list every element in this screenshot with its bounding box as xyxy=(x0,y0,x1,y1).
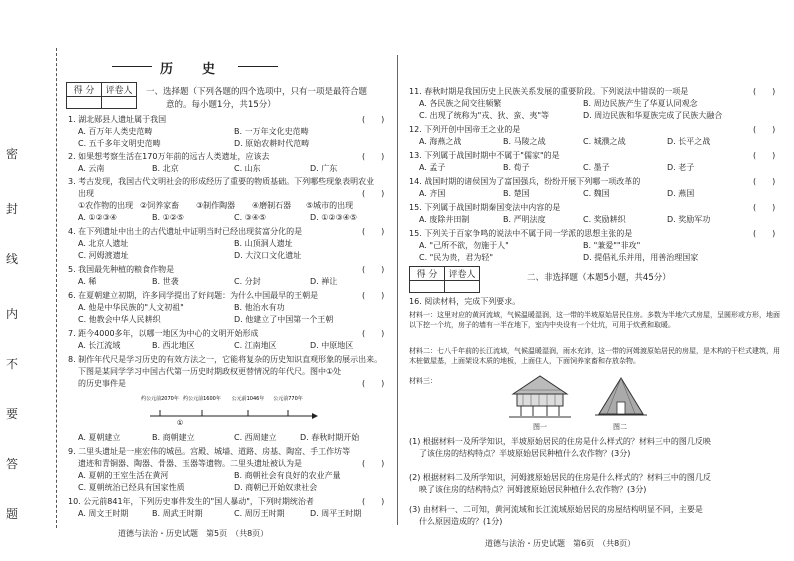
answer-blank[interactable]: ( ) xyxy=(362,497,385,506)
option: C. 墨子 xyxy=(583,163,610,172)
binding-char: 答 xyxy=(6,457,19,471)
option: C. ③④⑤ xyxy=(234,213,267,222)
option: D. 周平王时期 xyxy=(310,509,362,518)
grader-cell[interactable] xyxy=(102,97,137,109)
page-title: 历 史 xyxy=(160,62,224,77)
material-two: 材料二：七八千年前的长江流域，气候温暖湿润，雨水充沛，这一带的河姆渡原始居民的房屋，是木构的干栏式建筑，用木桩做屋基，上面架设木质的地板，上面住人，下面饲养家畜和存放杂物。 xyxy=(409,347,780,365)
sub-question: 映了该住房的结构特点？河姆渡原始居民种植什么农作物？(3分) xyxy=(419,485,647,494)
answer-blank[interactable]: ( ) xyxy=(753,125,776,134)
option: D. 广东 xyxy=(310,164,338,173)
binding-char: 不 xyxy=(6,357,19,371)
option: C. 河姆渡遗址 xyxy=(78,251,129,260)
option: A. 海燕之战 xyxy=(419,137,462,146)
option: D. 奖励军功 xyxy=(667,215,711,224)
question-stem: 12. 下列开创中国帝王之业的是 xyxy=(409,125,521,134)
question-stem: 1. 湖北郧县人遗址属于我国 xyxy=(68,115,167,124)
option: B. 他治水有功 xyxy=(234,303,285,312)
page-footer: 道德与法治・历史试题 第5页 （共8页） xyxy=(118,529,269,538)
option: ③制作陶器 xyxy=(196,201,236,210)
option: A. 周文王时期 xyxy=(78,509,129,518)
question-stem: 4. 在下列遗址中出土的古代遗址中证明当时已经出现贫富分化的是 xyxy=(68,227,303,236)
page-footer: 道德与法治・历史试题 第6页 （共8页） xyxy=(485,539,636,548)
binding-char: 线 xyxy=(6,252,19,266)
option: B. 山顶洞人遗址 xyxy=(234,239,293,248)
answer-blank[interactable]: ( ) xyxy=(362,115,385,124)
option: A. 夏朝建立 xyxy=(78,433,121,442)
question-stem: 的历史事件是 xyxy=(78,379,126,388)
material-one: 材料一：这里对应的黄河流域，气候温暖湿润，这一带的半坡原始居民住房。多数为半地穴式房屋，呈圆形或方形，地面以下挖一个坑，房子的墙有一半在地下，室内中央设有一个灶坑，可用于炊煮和取暖。 xyxy=(409,311,780,329)
option: C. 分封 xyxy=(234,277,261,286)
timeline-marker: ① xyxy=(176,419,184,427)
question-stem: 15. 下列关于百家争鸣的说法中不属于同一学派的思想主张的是 xyxy=(409,229,633,238)
section-heading: 一、选择题（下列各题的四个选项中，只有一项是最符合题 xyxy=(146,87,368,97)
option: A. 云南 xyxy=(78,164,105,173)
grader-label: 评卷人 xyxy=(445,267,480,281)
option: B. ①②⑤ xyxy=(152,213,185,222)
option: C. "民为贵，君为轻" xyxy=(419,253,494,262)
answer-blank[interactable]: ( ) xyxy=(362,189,385,198)
option: C. 他教会中华人民耕织 xyxy=(78,315,161,324)
option: A. 齐国 xyxy=(419,189,446,198)
option: D. 中原地区 xyxy=(310,341,354,350)
question-stem: 遗迹和青铜器、陶器、骨器、玉器等遗物。二里头遗址被认为是 xyxy=(78,459,302,468)
section-heading: 意的。每小题1分，共15分） xyxy=(166,100,276,110)
timeline-figure xyxy=(140,392,320,428)
option: D. 禅让 xyxy=(310,277,338,286)
question-stem: 13. 下列属于战国时期中不属于"儒家"的是 xyxy=(409,151,560,160)
option: C. 魏国 xyxy=(583,189,610,198)
option: C. 西周建立 xyxy=(234,433,277,442)
option: D. 燕国 xyxy=(667,189,695,198)
option: ⑤城市的出现 xyxy=(306,201,354,210)
option: A. 各民族之间交往频繁 xyxy=(419,99,502,108)
option: D. 大汶口文化遗址 xyxy=(234,251,302,260)
score-table xyxy=(66,82,137,109)
binding-char: 封 xyxy=(6,202,19,216)
option: B. 周武王时期 xyxy=(152,509,203,518)
option: C. 周厉王时期 xyxy=(234,509,285,518)
option: ②饲养家畜 xyxy=(140,201,180,210)
question-stem: 9. 二里头遗址是一座宏伟的城邑。宫殿、城墙、道路、房基、陶窑、手工作坊等 xyxy=(68,447,351,456)
right-page xyxy=(397,0,794,561)
stilt-house-illustration xyxy=(505,374,575,420)
option: C. 奖励耕织 xyxy=(583,215,626,224)
binding-char: 密 xyxy=(6,147,19,161)
sub-question: 了该住房的结构特点？半坡原始居民种植什么农作物？(3分) xyxy=(419,449,631,458)
answer-blank[interactable]: ( ) xyxy=(753,229,776,238)
score-cell[interactable] xyxy=(67,97,102,109)
option: A. 夏朝的王室生活在黄河 xyxy=(78,471,169,480)
sub-question: (2) 根据材料二及所学知识，河姆渡原始居民的住房是什么样式的？材料三中的图几反 xyxy=(409,473,711,482)
option: C. 山东 xyxy=(234,164,261,173)
option: D. 商朝已开始奴隶社会 xyxy=(234,483,318,492)
option: A. 废除井田制 xyxy=(419,215,470,224)
grader-label: 评卷人 xyxy=(102,83,137,97)
option: B. 西北地区 xyxy=(152,341,195,350)
option: C. 夏朝统治已经具有国家性质 xyxy=(78,483,185,492)
question-stem: 7. 距今4000多年，以哪一地区为中心的文明开始形成 xyxy=(68,329,259,338)
option: C. 出现了统称为"戎、狄、蛮、夷"等 xyxy=(419,111,550,120)
option: D. ①②③④⑤ xyxy=(310,213,358,222)
material-three-label: 材料三： xyxy=(409,377,437,385)
timeline-label: 约公元前2070年 xyxy=(141,396,179,402)
binding-char: 要 xyxy=(6,407,19,421)
option: A. 孟子 xyxy=(419,163,446,172)
score-table xyxy=(409,266,480,293)
figure-caption: 图二 xyxy=(613,423,627,431)
option: C. 五千多年文明史范畴 xyxy=(78,139,161,148)
answer-blank[interactable]: ( ) xyxy=(362,329,385,338)
question-stem: 16. 阅读材料，完成下列要求。 xyxy=(409,297,521,306)
answer-blank[interactable]: ( ) xyxy=(753,177,776,186)
option: D. 周边民族和华夏族完成了民族大融合 xyxy=(583,111,723,120)
binding-line xyxy=(56,48,57,528)
option: B. 世袭 xyxy=(152,277,179,286)
sub-question: (3) 由材料一、二可知，黄河流域和长江流域原始居民的房屋结构明显不同，主要是 xyxy=(409,505,703,514)
option: A. ①②③④ xyxy=(78,213,118,222)
option: ①农作物的出现 xyxy=(78,201,134,210)
question-stem: 11. 春秋时期是我国历史上民族关系发展的重要阶段。下列说法中错误的一项是 xyxy=(409,87,689,96)
answer-blank[interactable]: ( ) xyxy=(362,152,385,161)
timeline-arrow xyxy=(312,413,318,419)
question-stem: 下图是某同学学习中国古代第一历史时期政权更替情况的年代尺。图中①处 xyxy=(78,367,342,376)
option: A. 北京人遗址 xyxy=(78,239,129,248)
option: D. 春秋时期开始 xyxy=(300,433,360,442)
title-rule xyxy=(112,66,152,67)
question-stem: 3. 考古发现，我国古代文明社会的形成经历了重要的物质基础。下列哪些现象表明农业 xyxy=(68,177,375,186)
timeline-label: 公元前770年 xyxy=(273,396,303,402)
binding-char: 内 xyxy=(6,307,19,321)
option: A. "己所不欲，勿施于人" xyxy=(419,241,509,250)
answer-blank[interactable]: ( ) xyxy=(362,379,385,388)
answer-blank[interactable]: ( ) xyxy=(362,227,385,236)
grader-cell[interactable] xyxy=(445,281,480,293)
option: B. 商朝社会有良好的农业产量 xyxy=(234,471,341,480)
option: A. 长江流域 xyxy=(78,341,121,350)
option: D. 老子 xyxy=(667,163,695,172)
binding-char: 题 xyxy=(6,507,19,521)
option: B. "兼爱""非攻" xyxy=(583,241,641,250)
figure-caption: 图一 xyxy=(533,423,547,431)
option: D. 提倡礼乐并用，用善治理国家 xyxy=(583,253,699,262)
option: D. 长平之战 xyxy=(667,137,711,146)
sub-question: 什么原因造成的？(1分) xyxy=(419,517,503,526)
option: C. 江南地区 xyxy=(234,341,277,350)
option: A. 百万年人类史范畴 xyxy=(78,127,153,136)
option: ④磨制石器 xyxy=(252,201,292,210)
timeline-label: 公元前1046年 xyxy=(231,396,265,402)
answer-blank[interactable]: ( ) xyxy=(753,151,776,160)
answer-blank[interactable]: ( ) xyxy=(362,459,385,468)
option: D. 他建立了中国第一个王朝 xyxy=(234,315,334,324)
pit-house-illustration xyxy=(593,374,649,420)
answer-blank[interactable]: ( ) xyxy=(362,265,385,274)
option: C. 城濮之战 xyxy=(583,137,626,146)
option: A. 稀 xyxy=(78,277,97,286)
question-stem: 5. 我国最先种植的粮食作物是 xyxy=(68,265,175,274)
question-stem: 2. 如果想考察生活在170万年前的远古人类遗址，应该去 xyxy=(68,152,270,161)
option: A. 他是中华民族的"人文初祖" xyxy=(78,303,184,312)
sub-question: (1) 根据材料一及所学知识，半坡原始居民的住房是什么样式的？材料三中的图几反映 xyxy=(409,437,711,446)
question-stem: 14. 战国时期的诸侯国为了富国强兵，纷纷开展下列哪一项改革的 xyxy=(409,177,641,186)
answer-blank[interactable]: ( ) xyxy=(362,291,385,300)
binding-margin xyxy=(6,100,46,540)
question-stem: 15. 下列属于战国时期秦国变法中内容的是 xyxy=(409,203,561,212)
question-stem: 出现 xyxy=(78,189,94,198)
option: B. 一万年文化史范畴 xyxy=(234,127,309,136)
option: B. 商朝建立 xyxy=(152,433,195,442)
answer-blank[interactable]: ( ) xyxy=(753,87,776,96)
section-heading: 二、非选择题（本题5小题，共45分） xyxy=(527,273,671,283)
score-label: 得 分 xyxy=(410,267,445,281)
question-stem: 10. 公元前841年，下列历史事件发生的"国人暴动"，下列时期统治者 xyxy=(68,497,314,506)
score-label: 得 分 xyxy=(67,83,102,97)
answer-blank[interactable]: ( ) xyxy=(753,203,776,212)
option: B. 北京 xyxy=(152,164,179,173)
question-stem: 6. 在夏朝建立初期，许多同学提出了好问题：为什么中国最早的王朝是 xyxy=(68,291,319,300)
option: B. 严明法度 xyxy=(503,215,546,224)
title-rule xyxy=(238,66,278,67)
timeline-label: 约公元前1600年 xyxy=(183,396,221,402)
score-cell[interactable] xyxy=(410,281,445,293)
option: D. 原始农耕时代范畴 xyxy=(234,139,310,148)
option: B. 荀子 xyxy=(503,163,530,172)
question-stem: 8. 制作年代尺是学习历史的有效方法之一，它能将复杂的历史知识直观形象的展示出来。 xyxy=(68,355,383,364)
option: B. 马陵之战 xyxy=(503,137,546,146)
option: B. 周边民族产生了华夏认同观念 xyxy=(583,99,698,108)
option: B. 楚国 xyxy=(503,189,530,198)
